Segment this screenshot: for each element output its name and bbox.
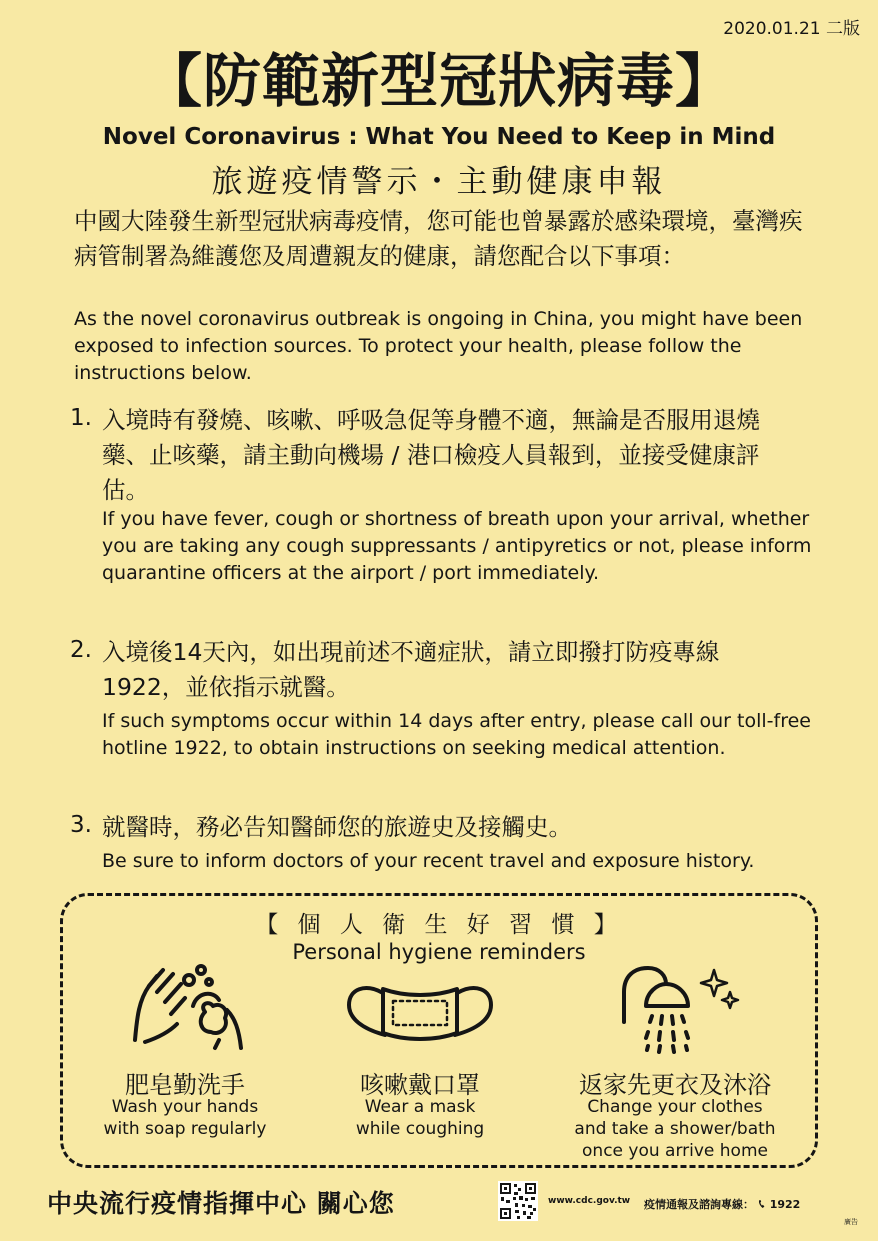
website-link[interactable]: www.cdc.gov.tw: [548, 1196, 631, 1206]
hygiene-title-zh: 【 個 人 衛 生 好 習 慣 】: [255, 912, 623, 938]
tip-2-en-line1: Wear a mask: [364, 1097, 476, 1117]
hygiene-title-en: Personal hygiene reminders: [292, 940, 586, 964]
item-number: 2.: [70, 637, 92, 663]
tip-1-en-line2: with soap regularly: [103, 1119, 267, 1139]
intro-zh: 中國大陸發生新型冠狀病毒疫情，您可能也曾暴露於感染環境，臺灣疾病管制署為維護您及周遭親友的健康，請您配合以下事項：: [74, 207, 803, 270]
tip-1-en-line1: Wash your hands: [111, 1097, 259, 1117]
item-1-en: If you have fever, cough or shortness of breath upon your arrival, whether you are taking any cough suppressants / antipyretics or not, please inform quarantine officers at the airport / port immediately.: [102, 508, 812, 584]
hand-washing-icon: [127, 962, 247, 1052]
version-label: 2020.01.21 二版: [723, 19, 860, 39]
tip-3-en-line2: and take a shower/bath: [574, 1119, 776, 1139]
hotline-info: [644, 1196, 800, 1212]
shower-icon: [618, 962, 743, 1054]
tip-1-en: [85, 1096, 285, 1140]
item-number: 3.: [70, 812, 92, 838]
tip-3-en: [545, 1096, 805, 1162]
tip-2-en-line2: while coughing: [355, 1119, 485, 1139]
item-3-zh: 就醫時，務必告知醫師您的旅遊史及接觸史。: [102, 813, 572, 841]
intro-en: As the novel coronavirus outbreak is ongoing in China, you might have been exposed to infection sources. To protect your health, please follow the instructions below.: [74, 308, 803, 384]
phone-icon: [754, 1198, 770, 1211]
face-mask-icon: [345, 975, 495, 1045]
tip-2-zh: 咳嗽戴口罩: [360, 1071, 480, 1099]
hotline-label: 疫情通報及諮詢專線：: [644, 1198, 754, 1211]
item-2-en: If such symptoms occur within 14 days after entry, please call our toll-free hotline 1922, to obtain instructions on seeking medical attention.: [102, 710, 811, 759]
item-3-en: Be sure to inform doctors of your recent travel and exposure history.: [102, 850, 755, 872]
qr-code[interactable]: [498, 1181, 538, 1221]
tip-2-en: [320, 1096, 520, 1140]
subtitle-en: Novel Coronavirus : What You Need to Keep in Mind: [102, 124, 776, 150]
page-title: 【防範新型冠狀病毒】: [143, 47, 734, 115]
tip-3-en-line1: Change your clothes: [587, 1097, 763, 1117]
item-number: 1.: [70, 405, 92, 431]
item-1-zh: 入境時有發燒、咳嗽、呼吸急促等身體不適，無論是否服用退燒藥、止咳藥，請主動向機場 / 港口檢疫人員報到，並接受健康評估。: [102, 406, 760, 504]
footer-org: 中央流行疫情指揮中心 關心您: [47, 1189, 395, 1218]
hotline-number: 1922: [769, 1198, 801, 1211]
item-2-zh: 入境後14天內，如出現前述不適症狀，請立即撥打防疫專線1922，並依指示就醫。: [102, 638, 720, 701]
subtitle-zh: 旅遊疫情警示・主動健康申報: [211, 164, 667, 200]
tip-3-zh: 返家先更衣及沐浴: [579, 1071, 771, 1099]
tip-1-zh: 肥皂勤洗手: [125, 1071, 245, 1099]
ad-label: 廣告: [844, 1218, 858, 1226]
tip-3-en-line3: once you arrive home: [582, 1141, 768, 1161]
